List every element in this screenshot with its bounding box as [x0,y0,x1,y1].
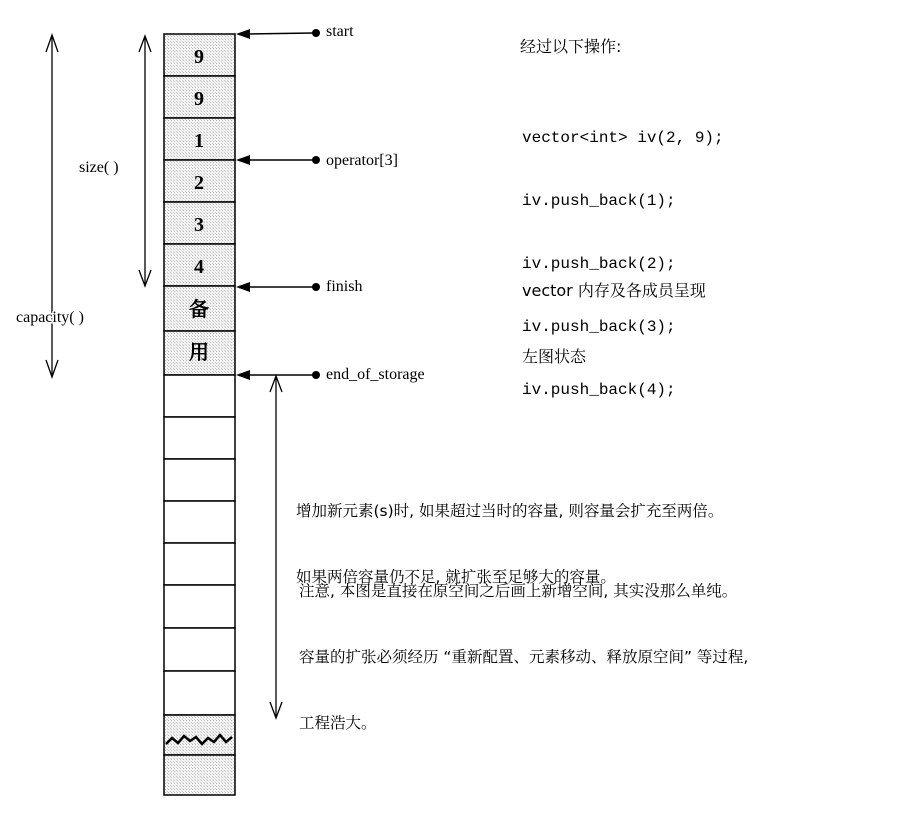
code-line: vector<int> iv(2, 9); [522,129,724,147]
new-cell-continued [164,755,235,795]
growth-note-line: 如果两倍容量仍不足, 就扩张至足够大的容量。 [296,568,616,586]
cell-label-3: 2 [194,172,204,194]
caveat-note-line: 容量的扩张必须经历 “重新配置、元素移动、释放原空间” 等过程, [299,648,749,666]
cell-label-1: 9 [194,88,204,110]
new-cell [164,671,235,715]
pointer-finish [236,282,320,292]
new-cell [164,375,235,417]
pointer-operator3 [236,155,320,165]
caveat-note-line: 工程浩大。 [299,714,377,732]
growth-span-arrow [270,376,282,718]
used-cells [164,34,235,375]
new-cell [164,628,235,671]
cell-label-2: 1 [194,130,204,152]
size-label: size( ) [79,159,119,176]
result-line: 左图状态 [522,347,587,366]
cell-label-0: 9 [194,46,204,68]
new-cell [164,585,235,628]
pointer-label-operator3: operator[3] [326,152,398,169]
pointer-end-of-storage [236,370,320,380]
code-line: iv.push_back(1); [522,192,676,210]
code-line: iv.push_back(2); [522,255,676,273]
code-line: iv.push_back(4); [522,381,676,399]
pointer-label-finish: finish [326,278,363,295]
size-span-arrow [139,36,151,286]
new-cell-continued [164,715,235,755]
caveat-note-line: 注意, 本图是直接在原空间之后画上新增空间, 其实没那么单纯。 [299,582,738,600]
intro-heading: 经过以下操作: [520,37,622,56]
new-cell [164,501,235,543]
pointer-label-end-of-storage: end_of_storage [326,366,425,383]
pointer-start [236,29,320,39]
new-cell [164,417,235,459]
new-cell [164,459,235,501]
new-cells [164,375,235,795]
capacity-label: capacity( ) [16,309,84,326]
pointer-label-start: start [326,23,354,40]
result-description [522,236,706,390]
caveat-note [299,536,748,756]
cell-label-5: 4 [194,256,204,278]
growth-note-line: 增加新元素(s)时, 如果超过当时的容量, 则容量会扩充至两倍。 [296,502,724,520]
cell-label-7: 用 [189,342,209,364]
new-cell [164,543,235,585]
cell-label-6: 备 [189,299,209,321]
cell-label-4: 3 [194,214,204,236]
result-line: vector 内存及各成员呈现 [522,281,706,300]
code-line: iv.push_back(3); [522,318,676,336]
